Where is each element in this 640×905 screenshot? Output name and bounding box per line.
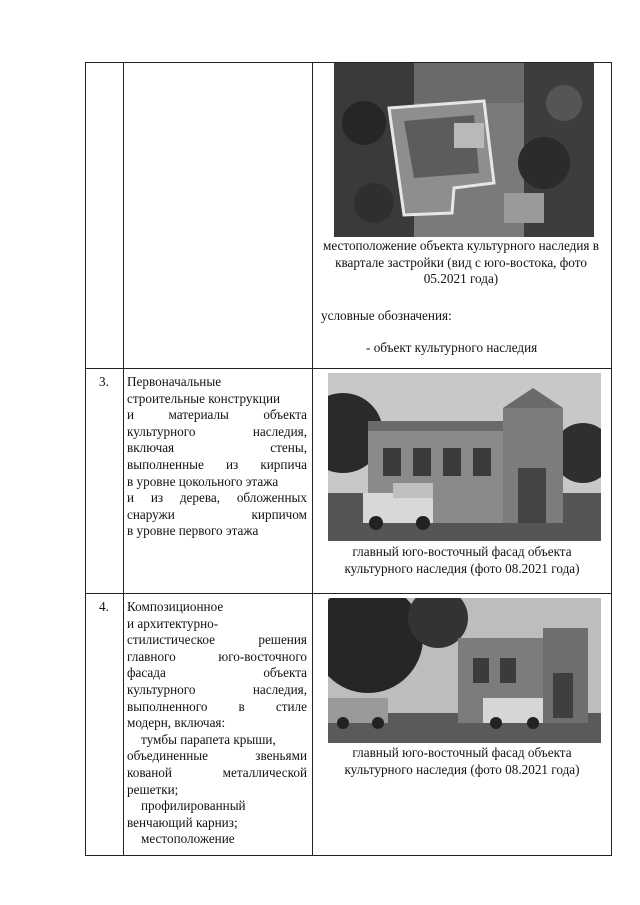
desc-line: главного юго-восточного: [127, 648, 307, 664]
desc-line: решетки;: [127, 781, 179, 797]
desc-line: и из дерева, обложенных: [127, 490, 307, 506]
desc-line: Первоначальные: [127, 374, 222, 389]
desc-line: профилированный: [141, 798, 246, 814]
desc-line: в уровне первого этажа: [127, 523, 259, 539]
heritage-table: [85, 62, 612, 856]
table-col-divider-1: [123, 62, 124, 856]
legend-title: условные обозначения:: [321, 308, 452, 323]
row-description: [127, 599, 307, 848]
desc-line: местоположение: [141, 831, 235, 847]
row-number: 4.: [99, 599, 109, 614]
aerial-photo-caption: местоположение объекта культурного наследия в квартале застройки (вид с юго-востока, фото 05.2021 года): [322, 238, 599, 287]
aerial-photo: [334, 63, 594, 237]
desc-line: и архитектурно-: [127, 615, 219, 631]
table-border-bottom: [85, 855, 612, 856]
desc-line: венчающий карниз;: [127, 814, 238, 830]
desc-line: строительные конструкции: [127, 390, 281, 406]
desc-line: фасада объекта: [127, 665, 307, 681]
desc-line: и материалы объекта: [127, 407, 307, 423]
row-description: [127, 374, 307, 540]
desc-line: в уровне цокольного этажа: [127, 473, 279, 489]
facade-photo-1-caption: главный юго-восточный фасад объекта культурного наследия (фото 08.2021 года): [344, 544, 580, 576]
desc-line: включая стены,: [127, 440, 307, 456]
desc-line: выполненные из кирпича: [127, 456, 307, 472]
desc-line: модерн, включая:: [127, 715, 226, 731]
desc-line: кованой металлической: [127, 764, 307, 780]
facade-photo-1: [328, 373, 601, 541]
table-col-divider-2: [312, 62, 313, 856]
desc-line: Композиционное: [127, 599, 224, 614]
desc-line: культурного наследия,: [127, 681, 307, 697]
desc-line: снаружи кирпичом: [127, 506, 307, 522]
desc-line: культурного наследия,: [127, 423, 307, 439]
desc-line: тумбы парапета крыши,: [141, 731, 276, 747]
facade-photo-2-caption: главный юго-восточный фасад объекта культурного наследия (фото 08.2021 года): [344, 745, 580, 777]
facade-photo-2: [328, 598, 601, 743]
table-border-right: [611, 62, 612, 856]
legend-item: - объект культурного наследия: [366, 340, 538, 355]
table-row-divider-2: [85, 593, 612, 594]
desc-line: стилистическое решения: [127, 632, 307, 648]
table-row-divider-1: [85, 368, 612, 369]
desc-line: объединенные звеньями: [127, 748, 307, 764]
table-border-left: [85, 62, 86, 856]
desc-line: выполненного в стиле: [127, 698, 307, 714]
row-number: 3.: [99, 374, 109, 389]
